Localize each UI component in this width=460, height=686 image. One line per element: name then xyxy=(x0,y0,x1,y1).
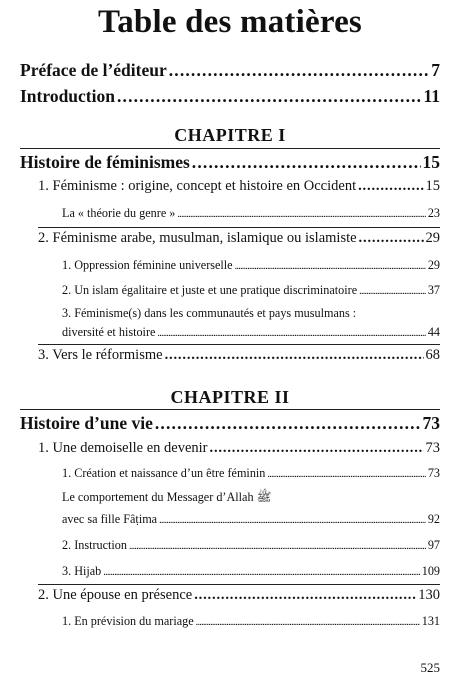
entry-page: 130 xyxy=(418,587,440,603)
divider xyxy=(20,148,440,149)
entry-title: 2. Féminisme arabe, musulman, islamique ou islamiste xyxy=(38,230,357,246)
entry-page: 44 xyxy=(427,325,440,339)
toc-entry[interactable] xyxy=(38,178,440,195)
entry-page: 15 xyxy=(425,178,440,194)
toc-subentry[interactable] xyxy=(62,466,440,481)
toc-entry-preface[interactable] xyxy=(20,60,440,81)
entry-page: 92 xyxy=(427,512,440,526)
toc-section-histoire-feminismes[interactable] xyxy=(20,152,440,173)
entry-title: 2. Un islam égalitaire et juste et une pratique discriminatoire xyxy=(62,283,358,297)
dot-leader xyxy=(359,286,426,297)
chapter-heading: CHAPITRE I xyxy=(174,125,286,145)
toc-subentry[interactable] xyxy=(62,258,440,273)
entry-title: La « théorie du genre » xyxy=(62,206,176,220)
dot-leader xyxy=(210,440,424,457)
toc-entry[interactable] xyxy=(38,440,440,457)
toc-subentry[interactable] xyxy=(62,283,440,298)
entry-title: 1. Une demoiselle en devenir xyxy=(38,440,208,456)
dot-leader xyxy=(155,413,421,434)
dot-leader xyxy=(159,515,426,526)
dot-leader xyxy=(194,587,416,604)
entry-title: Histoire de féminismes xyxy=(20,152,190,172)
chapter-heading: CHAPITRE II xyxy=(170,387,290,407)
entry-title: 1. Féminisme : origine, concept et histoire en Occident xyxy=(38,178,357,194)
entry-page: 73 xyxy=(427,466,440,480)
divider xyxy=(38,584,440,585)
page-title: Table des matières xyxy=(98,4,362,40)
entry-page: 23 xyxy=(427,206,440,220)
divider xyxy=(38,227,440,228)
entry-title: 1. Oppression féminine universelle xyxy=(62,258,233,272)
dot-leader xyxy=(359,230,424,247)
dot-leader xyxy=(192,152,421,173)
entry-page: 109 xyxy=(421,564,440,578)
toc-subentry[interactable] xyxy=(62,614,440,629)
entry-page: 37 xyxy=(427,283,440,297)
toc-entry-introduction[interactable] xyxy=(20,86,440,107)
entry-title: 1. Création et naissance d’un être féminin xyxy=(62,466,266,480)
toc-subentry[interactable] xyxy=(62,538,440,553)
entry-page: 73 xyxy=(425,440,440,456)
toc-subentry[interactable] xyxy=(62,306,440,340)
dot-leader xyxy=(267,469,425,480)
entry-title: Le comportement du Messager d’Allah ﷺ xyxy=(62,490,272,504)
dot-leader xyxy=(117,86,421,107)
entry-title: 3. Vers le réformisme xyxy=(38,347,163,363)
entry-title: Introduction xyxy=(20,86,115,106)
toc-subentry[interactable] xyxy=(62,490,440,527)
dot-leader xyxy=(196,617,420,628)
entry-title: 3. Féminisme(s) dans les communautés et pays musulmans : xyxy=(62,306,357,320)
dot-leader xyxy=(235,261,426,272)
dot-leader xyxy=(358,178,423,195)
entry-page: 73 xyxy=(422,413,440,433)
divider xyxy=(38,344,440,345)
entry-title: 2. Instruction xyxy=(62,538,127,552)
entry-page: 11 xyxy=(423,86,440,106)
dot-leader xyxy=(103,567,419,578)
dot-leader xyxy=(169,60,430,81)
dot-leader xyxy=(177,209,425,220)
toc-subentry[interactable] xyxy=(62,206,440,221)
toc-subentry[interactable] xyxy=(62,564,440,579)
entry-page: 15 xyxy=(422,152,440,172)
dot-leader xyxy=(157,328,425,339)
dot-leader xyxy=(165,347,424,364)
toc-entry[interactable] xyxy=(38,347,440,364)
entry-title: Préface de l’éditeur xyxy=(20,60,167,80)
entry-page: 131 xyxy=(421,614,440,628)
entry-page: 97 xyxy=(427,538,440,552)
toc-entry[interactable] xyxy=(38,587,440,604)
toc-section-histoire-vie[interactable] xyxy=(20,413,440,434)
entry-title: 3. Hijab xyxy=(62,564,102,578)
entry-page: 29 xyxy=(427,258,440,272)
entry-page: 29 xyxy=(425,230,440,246)
entry-title-continued: avec sa fille Fâṭima xyxy=(62,512,158,526)
entry-page: 68 xyxy=(425,347,440,363)
entry-title: Histoire d’une vie xyxy=(20,413,153,433)
divider xyxy=(20,409,440,410)
entry-title: 2. Une épouse en présence xyxy=(38,587,193,603)
entry-page: 7 xyxy=(431,60,440,80)
dot-leader xyxy=(129,541,426,552)
entry-title: 1. En prévision du mariage xyxy=(62,614,194,628)
toc-entry[interactable] xyxy=(38,230,440,247)
entry-title-continued: diversité et histoire xyxy=(62,325,156,339)
page-number: 525 xyxy=(420,660,440,675)
